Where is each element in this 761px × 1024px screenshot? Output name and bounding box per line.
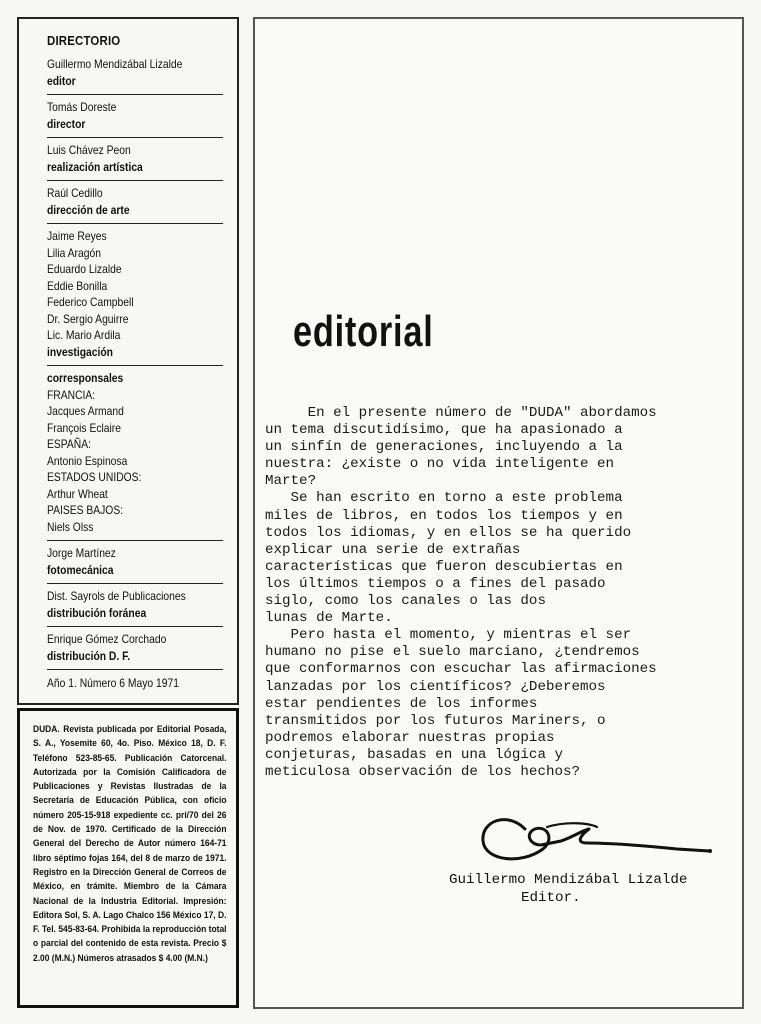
staff-role: distribución D. F. [47,648,131,663]
directory-block [47,366,223,541]
staff-name: Eddie Bonilla [47,278,108,293]
editorial-body [265,405,745,781]
editorial-line: lunas de Marte. [265,610,393,627]
directory-block [47,584,223,627]
editorial-line: conjeturas, basadas en una lógica y [265,746,563,763]
country-label: PAISES BAJOS: [47,503,124,517]
country-label: FRANCIA: [47,387,96,402]
directory-block [47,224,223,366]
correspondent-name: Niels Olss [47,519,94,534]
signature-name: Guillermo Mendizábal Lizalde [449,872,688,888]
country-label: ESPAÑA: [47,437,91,451]
legal-notice-box [17,708,239,1008]
correspondent-name: Arthur Wheat [47,486,108,501]
editorial-line: un tema discutidísimo, que ha apasionado a [265,422,623,439]
editorial-line: todos los idiomas, y en ellos se ha querido [265,524,632,541]
directory-block [47,541,223,584]
editorial-line: siglo, como los canales o las dos [265,593,546,610]
directory-panel [17,17,239,705]
editorial-line: Pero hasta el momento, y mientras el ser [265,627,632,644]
staff-role: director [47,116,86,131]
staff-name: Guillermo Mendizábal Lizalde [47,57,183,71]
editorial-line: los últimos tiempos o a fines del pasado [265,575,606,592]
directory-block [47,56,223,95]
editorial-line: miles de libros, en todos los tiempos y en [265,507,623,524]
country-label: ESTADOS UNIDOS: [47,470,142,484]
staff-role: editor [47,73,76,88]
staff-name: Dist. Sayrols de Publicaciones [47,589,186,603]
staff-name: Jorge Martínez [47,546,116,560]
editorial-panel [253,17,744,1009]
staff-role: investigación [47,344,113,359]
staff-name: Jaime Reyes [47,229,107,243]
editorial-line: Se han escrito en torno a este problema [265,490,623,507]
staff-name: Tomás Doreste [47,100,117,114]
staff-role: fotomecánica [47,562,114,577]
editorial-line: nuestra: ¿existe o no vida inteligente en [265,456,615,473]
editorial-line: explicar una serie de extrañas [265,541,521,558]
directory-blocks [47,56,223,670]
editorial-line: Marte? [265,473,317,490]
staff-name: Raúl Cedillo [47,186,103,200]
correspondent-name: Jacques Armand [47,404,124,418]
staff-role: realización artística [47,159,143,174]
editorial-line: un sinfín de generaciones, incluyendo a la [265,439,623,456]
directory-title: DIRECTORIO [47,33,121,48]
directory-block [47,95,223,138]
editorial-line: estar pendientes de los informes [265,695,538,712]
staff-role: distribución foránea [47,605,147,620]
signature-role: Editor. [521,890,581,906]
editorial-line: podremos elaborar nuestras propias [265,729,555,746]
correspondents-heading: corresponsales [47,371,124,385]
editorial-line: meticulosa observación de los hechos? [265,763,581,780]
staff-name: Luis Chávez Peon [47,143,131,157]
editorial-line: que conformarnos con escuchar las afirmaciones [265,661,657,678]
staff-name: Eduardo Lizalde [47,262,122,276]
editorial-line: transmitidos por los futuros Mariners, o [265,712,606,729]
editorial-line: humano no pise el suelo marciano, ¿tendremos [265,644,640,661]
editorial-line: En el presente número de "DUDA" abordamos [265,405,657,421]
issue-info: Año 1. Número 6 Mayo 1971 [47,676,179,690]
directory-block [47,627,223,670]
directory-block [47,138,223,181]
staff-name: Lilia Aragón [47,245,101,260]
directory-block [47,181,223,224]
staff-name: Enrique Gómez Corchado [47,632,167,646]
staff-role: dirección de arte [47,202,130,217]
correspondent-name: François Eclaire [47,420,121,435]
editorial-line: características que fueron descubiertas en [265,558,623,575]
staff-name: Dr. Sergio Aguirre [47,311,129,326]
legal-notice-text: DUDA. Revista publicada por Editorial Posada, S. A., Yosemite 60, 4o. Piso. México 18, D. F. Teléfono 523-85-65. Publicación Catorcenal. Autorizada por la Comisión Calificadora de Publicaciones y Revistas Ilustradas de la Secretaría de Educación Pública, con oficio número 205-15-918 expediente cc. pri/70 del 26 de Nov. de 1970. Certificado de la Dirección General del Derecho de Autor número 164-71 libro séptimo fojas 164, del 8 de marzo de 1971. Registro en la Dirección General de Correos de México, en trámite. Miembro de la Cámara Nacional de la Industria Editorial. Impresión: Editora Sol, S. A. Lago Chalco 156 México 17, D. F. Tel. 545-83-64. Prohibida la reproducción total o parcial del contenido de esta revista. Precio $ 2.00 (M.N.) Números atrasados $ 4.00 (M.N.) [33,723,227,963]
staff-name: Federico Campbell [47,295,134,309]
editorial-line: lanzadas por los científicos? ¿Deberemos [265,678,606,695]
editorial-heading: editorial [293,307,434,356]
staff-name: Lic. Mario Ardila [47,328,121,342]
correspondent-name: Antonio Espinosa [47,453,128,468]
signature-image [477,799,717,869]
